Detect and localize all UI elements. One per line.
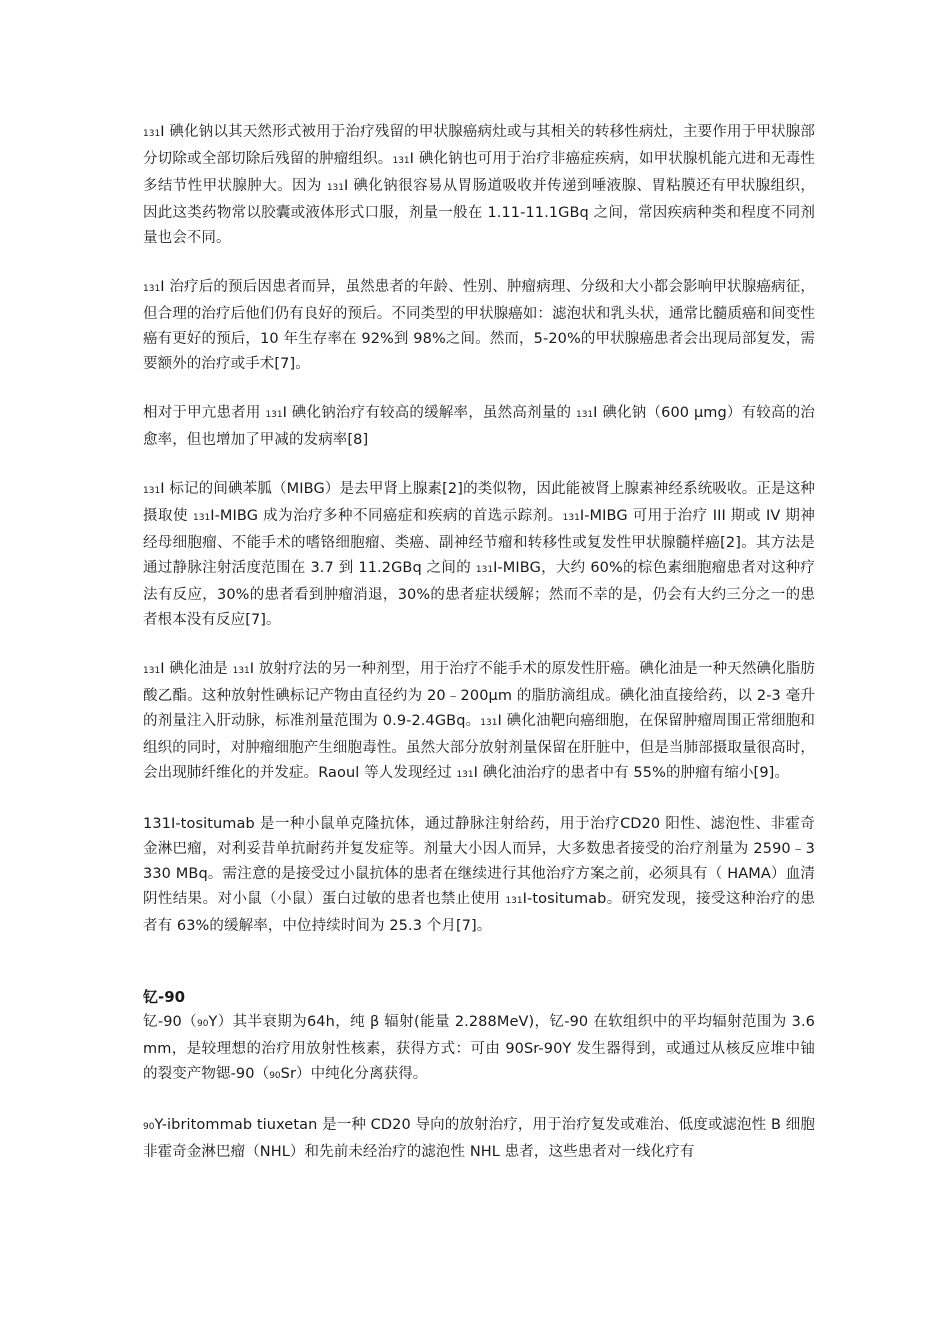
paragraph-text: I-MIBG，大约 60%的棕色素细胞瘤患者对这种疗法有反应，30%的患者看到肿瘤消退，30%的患者症状缓解；然而不幸的是，仍会有大约三分之一的患者根本没有反应[7]。 <box>143 560 815 628</box>
paragraph-sodium-iodide <box>143 120 815 251</box>
isotope-mass-number: 131 <box>265 410 283 420</box>
isotope-mass-number: 131 <box>475 565 494 575</box>
isotope-mass-number: 131 <box>326 183 344 193</box>
paragraph-text: 钇-90（ <box>143 1014 198 1030</box>
paragraph-text: I 碘化油治疗的患者中有 55%的肿瘤有缩小[9]。 <box>473 765 790 781</box>
paragraph-ibritumomab <box>143 1113 815 1165</box>
paragraph-hyperthyroidism <box>143 401 815 453</box>
paragraph-text: 相对于甲亢患者用 <box>143 405 266 421</box>
isotope-mass-number: 90 <box>197 1019 209 1029</box>
paragraph-text: I 碘化钠治疗有较高的缓解率，虽然高剂量的 <box>282 405 576 421</box>
isotope-mass-number: 131 <box>143 666 161 676</box>
isotope-mass-number: 90 <box>269 1071 281 1081</box>
paragraph-tositumab <box>143 812 815 939</box>
isotope-mass-number: 131 <box>505 896 523 906</box>
paragraph-text: I 治疗后的预后因患者而异，虽然患者的年龄、性别、肿瘤病理、分级和大小都会影响甲状腺癌病征，但合理的治疗后他们仍有良好的预后。不同类型的甲状腺癌如：滤泡状和乳头状，通常比髓质癌和间变性癌有更好的预后，10 年生存率在 92%到 98%之间。然而，5-20%的甲状腺癌患者会出现局部复发，需要额外的治疗或手术[7]。 <box>143 279 815 372</box>
paragraph-prognosis <box>143 275 815 377</box>
paragraph-y90-intro <box>143 1010 815 1089</box>
isotope-mass-number: 131 <box>480 718 498 728</box>
paragraph-text: I 碘化油靶向癌细胞，在保留肿瘤周围正常细胞和组织的同时，对肿瘤细胞产生细胞毒性。虽然大部分放射剂量保留在肝脏中，但是当肺部摄取量很高时，会出现肺纤维化的并发症。Raoul 等人发现经过 <box>143 713 815 781</box>
isotope-mass-number: 131 <box>392 156 410 166</box>
paragraph-text: 131I-tositumab 是一种小鼠单克隆抗体，通过静脉注射给药，用于治疗CD20 阳性、滤泡性、非霍奇金淋巴瘤，对利妥昔单抗耐药并复发症等。剂量大小因人而异，大多数患者接受的治疗剂量为 2590﹣3330 MBq。需注意的是接受过小鼠抗体的患者在继续进行其他治疗方案之前，必须具有（ HAMA）血清阴性结果。对小鼠（小鼠）蛋白过敏的患者也禁止使用 <box>143 816 815 907</box>
section-heading-y90: 钇-90 <box>143 988 186 1006</box>
section-spacer <box>143 963 815 985</box>
paragraph-text: I-MIBG 可用于治疗 III 期或 IV 期神经母细胞瘤、不能手术的嗜铬细胞瘤、类癌、副神经节瘤和转移性或复发性甲状腺髓样癌[2]。其方法是通过静脉注射活度范围在 3.7 到 11.2GBq 之间的 <box>143 508 816 576</box>
isotope-mass-number: 131 <box>575 410 594 420</box>
paragraph-text: I 碘化油是 <box>160 661 233 677</box>
paragraph-text: Y）其半衰期为64h，纯 β 辐射(能量 2.288MeV)，钇-90 在软组织中的平均辐射范围为 3.6mm，是较理想的治疗用放射性核素，获得方式：可由 90Sr-90Y 发生器得到，或通过从核反应堆中铀的裂变产物锶-90（ <box>143 1014 816 1082</box>
paragraph-text: I 标记的间碘苯胍（MIBG）是去甲肾上腺素[2]的类似物，因此能被肾上腺素神经系统吸收。正是这种摄取使 <box>143 481 815 524</box>
isotope-mass-number: 131 <box>562 513 580 523</box>
paragraph-text: Y-ibritommab tiuxetan 是一种 CD20 导向的放射治疗，用于治疗复发或难治、低度或滤泡性 B 细胞非霍奇金淋巴瘤（NHL）和先前未经治疗的滤泡性 NHL 患者，这些患者对一线化疗有 <box>143 1117 815 1160</box>
paragraph-mibg <box>143 477 815 633</box>
isotope-mass-number: 131 <box>143 284 161 294</box>
paragraph-text: Sr）中纯化分离获得。 <box>280 1066 428 1082</box>
isotope-mass-number: 131 <box>143 486 161 496</box>
isotope-mass-number: 90 <box>143 1122 155 1132</box>
paragraph-lipiodol <box>143 657 815 788</box>
paragraph-text: I 碘化钠以其天然形式被用于治疗残留的甲状腺癌病灶或与其相关的转移性病灶，主要作用于甲状腺部分切除或全部切除后残留的肿瘤组织。 <box>143 124 815 167</box>
paragraph-text: I-MIBG 成为治疗多种不同癌症和疾病的首选示踪剂。 <box>210 508 563 524</box>
isotope-mass-number: 131 <box>232 666 250 676</box>
document-page <box>143 120 815 1189</box>
isotope-mass-number: 131 <box>193 513 211 523</box>
isotope-mass-number: 131 <box>456 770 474 780</box>
paragraph-text: I 放射疗法的另一种剂型，用于治疗不能手术的原发性肝癌。碘化油是一种天然碘化脂肪酸乙酯。这种放射性碘标记产物由直径约为 20﹣200μm 的脂肪滴组成。碘化油直接给药，以 2-3 毫升的剂量注入肝动脉，标准剂量范围为 0.9-2.4GBq。 <box>143 661 815 729</box>
isotope-mass-number: 131 <box>143 129 161 139</box>
paragraph-text: I 碘化钠（600 μmg）有较高的治愈率，但也增加了甲减的发病率[8] <box>143 405 816 448</box>
paragraph-text: I 碘化钠很容易从胃肠道吸收并传递到唾液腺、胃粘膜还有甲状腺组织，因此这类药物常以胶囊或液体形式口服，剂量一般在 1.11-11.1GBq 之间，常因疾病种类和程度不同剂量也会不同。 <box>143 178 815 246</box>
paragraph-text: I 碘化钠也可用于治疗非癌症疾病，如甲状腺机能亢进和无毒性多结节性甲状腺肿大。因为 <box>143 151 815 194</box>
paragraph-text: I-tositumab。研究发现，接受这种治疗的患者有 63%的缓解率，中位持续时间为 25.3 个月[7]。 <box>143 891 815 934</box>
